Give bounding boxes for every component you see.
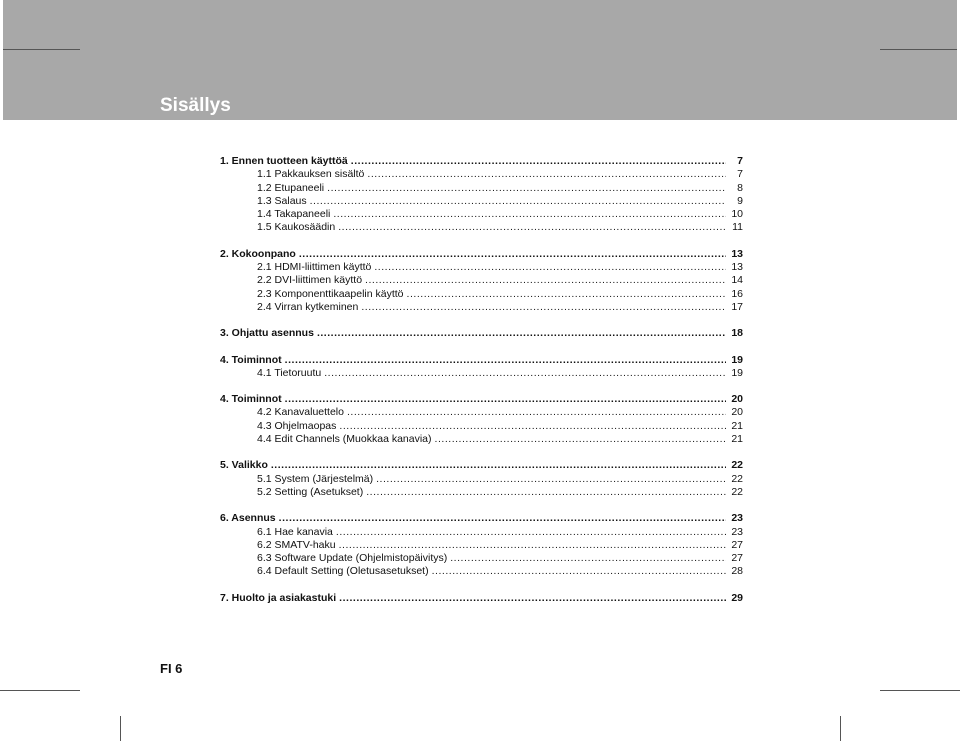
toc-entry-title: 2.1 HDMI-liittimen käyttö (257, 261, 372, 274)
crop-mark-top-left-horizontal (3, 49, 80, 50)
toc-page-number: 9 (737, 194, 743, 207)
toc-chapter-row[interactable] (220, 354, 743, 367)
toc-entry-title: 7. Huolto ja asiakastuki (220, 591, 337, 604)
dot-leader (327, 182, 726, 195)
dot-leader (361, 301, 726, 314)
dot-leader (365, 274, 726, 287)
toc-entry-row[interactable] (220, 274, 743, 287)
toc-page-number: 18 (731, 327, 743, 340)
toc-chapter-group (220, 459, 743, 499)
toc-entry-row[interactable] (220, 168, 743, 181)
toc-entry-row[interactable] (220, 367, 743, 380)
toc-entry-title: 2.4 Virran kytkeminen (257, 300, 359, 313)
crop-mark-bottom-left-vertical (120, 716, 121, 741)
dot-leader (407, 288, 726, 301)
toc-page-number: 14 (731, 274, 743, 287)
page-title: Sisällys (160, 95, 231, 116)
dot-leader (299, 248, 726, 261)
toc-entry-title: 1.3 Salaus (257, 194, 307, 207)
toc-page-number: 22 (731, 459, 743, 472)
toc-entry-row[interactable] (220, 486, 743, 499)
toc-page-number: 27 (731, 552, 743, 565)
toc-entry-title: 1.2 Etupaneeli (257, 181, 325, 194)
dot-leader (285, 354, 726, 367)
toc-page-number: 13 (731, 261, 743, 274)
toc-page-number: 21 (731, 433, 743, 446)
toc-entry-title: 2.2 DVI-liittimen käyttö (257, 274, 363, 287)
toc-chapter-row[interactable] (220, 512, 743, 525)
toc-chapter-row[interactable] (220, 155, 743, 168)
toc-entry-row[interactable] (220, 195, 743, 208)
toc-entry-row[interactable] (220, 473, 743, 486)
toc-entry-row[interactable] (220, 526, 743, 539)
toc-chapter-group (220, 354, 743, 381)
dot-leader (366, 486, 726, 499)
dot-leader (324, 367, 726, 380)
toc-page-number: 11 (732, 221, 743, 234)
crop-mark-bottom-right-vertical (840, 716, 841, 741)
toc-entry-title: 5.1 System (Järjestelmä) (257, 472, 374, 485)
toc-page-number: 29 (731, 591, 743, 604)
toc-entry-row[interactable] (220, 221, 743, 234)
toc-entry-row[interactable] (220, 433, 743, 446)
dot-leader (450, 552, 726, 565)
crop-mark-top-right-horizontal (880, 49, 957, 50)
dot-leader (351, 155, 726, 168)
toc-chapter-group (220, 248, 743, 314)
toc-entry-title: 4. Toiminnot (220, 353, 282, 366)
toc-chapter-group (220, 592, 743, 605)
toc-chapter-group (220, 155, 743, 235)
page-number: FI 6 (160, 661, 183, 676)
toc-entry-title: 1.4 Takapaneeli (257, 208, 331, 221)
toc-entry-title: 1.1 Pakkauksen sisältö (257, 168, 365, 181)
toc-entry-row[interactable] (220, 552, 743, 565)
toc-page-number: 21 (731, 419, 743, 432)
toc-entry-row[interactable] (220, 301, 743, 314)
toc-page-number: 13 (731, 247, 743, 260)
toc-page-number: 10 (731, 208, 743, 221)
dot-leader (310, 195, 726, 208)
dot-leader (336, 526, 726, 539)
toc-chapter-row[interactable] (220, 327, 743, 340)
dot-leader (374, 261, 726, 274)
dot-leader (317, 327, 726, 340)
toc-entry-title: 3. Ohjattu asennus (220, 327, 314, 340)
toc-entry-row[interactable] (220, 406, 743, 419)
toc-page-number: 8 (737, 181, 743, 194)
dot-leader (367, 168, 726, 181)
header-band (3, 0, 957, 120)
toc-chapter-row[interactable] (220, 459, 743, 472)
dot-leader (285, 393, 726, 406)
toc-entry-row[interactable] (220, 420, 743, 433)
toc-chapter-group (220, 512, 743, 578)
toc-page-number: 7 (737, 155, 743, 167)
toc-entry-row[interactable] (220, 539, 743, 552)
dot-leader (376, 473, 726, 486)
toc-page-number: 7 (737, 168, 743, 181)
toc-chapter-group (220, 327, 743, 340)
toc-page-number: 20 (731, 393, 743, 406)
toc-entry-title: 4.2 Kanavaluettelo (257, 406, 344, 419)
crop-mark-bottom-right-horizontal (880, 690, 960, 691)
toc-entry-row[interactable] (220, 208, 743, 221)
toc-chapter-group (220, 393, 743, 446)
toc-entry-title: 4. Toiminnot (220, 393, 282, 406)
toc-entry-title: 5. Valikko (220, 459, 268, 472)
toc-entry-title: 2. Kokoonpano (220, 247, 296, 260)
toc-entry-title: 1. Ennen tuotteen käyttöä (220, 155, 348, 167)
toc-page-number: 22 (731, 485, 743, 498)
dot-leader (339, 539, 726, 552)
toc-chapter-row[interactable] (220, 248, 743, 261)
dot-leader (347, 406, 726, 419)
table-of-contents (220, 155, 743, 618)
toc-entry-title: 4.3 Ohjelmaopas (257, 419, 337, 432)
dot-leader (339, 592, 726, 605)
toc-entry-title: 1.5 Kaukosäädin (257, 221, 336, 234)
toc-entry-title: 6. Asennus (220, 512, 276, 525)
dot-leader (338, 221, 726, 234)
toc-page-number: 17 (731, 300, 743, 313)
toc-chapter-row[interactable] (220, 592, 743, 605)
toc-entry-title: 5.2 Setting (Asetukset) (257, 485, 364, 498)
dot-leader (339, 420, 726, 433)
toc-entry-title: 6.3 Software Update (Ohjelmistopäivitys) (257, 552, 448, 565)
toc-page-number: 22 (731, 472, 743, 485)
toc-page-number: 16 (731, 287, 743, 300)
toc-entry-row[interactable] (220, 182, 743, 195)
toc-page-number: 28 (731, 565, 743, 578)
toc-entry-row[interactable] (220, 261, 743, 274)
toc-entry-row[interactable] (220, 565, 743, 578)
dot-leader (333, 208, 726, 221)
toc-entry-title: 4.4 Edit Channels (Muokkaa kanavia) (257, 433, 432, 446)
toc-entry-title: 6.1 Hae kanavia (257, 525, 333, 538)
toc-page-number: 27 (731, 538, 743, 551)
toc-entry-title: 4.1 Tietoruutu (257, 366, 322, 379)
toc-entry-row[interactable] (220, 288, 743, 301)
toc-page-number: 20 (731, 406, 743, 419)
dot-leader (435, 433, 726, 446)
dot-leader (279, 512, 726, 525)
toc-page-number: 23 (731, 512, 743, 525)
toc-chapter-row[interactable] (220, 393, 743, 406)
crop-mark-bottom-left-horizontal (0, 690, 80, 691)
toc-entry-title: 2.3 Komponenttikaapelin käyttö (257, 287, 404, 300)
toc-entry-title: 6.4 Default Setting (Oletusasetukset) (257, 565, 429, 578)
toc-page-number: 19 (731, 366, 743, 379)
toc-entry-title: 6.2 SMATV-haku (257, 538, 336, 551)
dot-leader (432, 565, 726, 578)
toc-page-number: 23 (731, 525, 743, 538)
toc-page-number: 19 (731, 353, 743, 366)
dot-leader (271, 459, 726, 472)
